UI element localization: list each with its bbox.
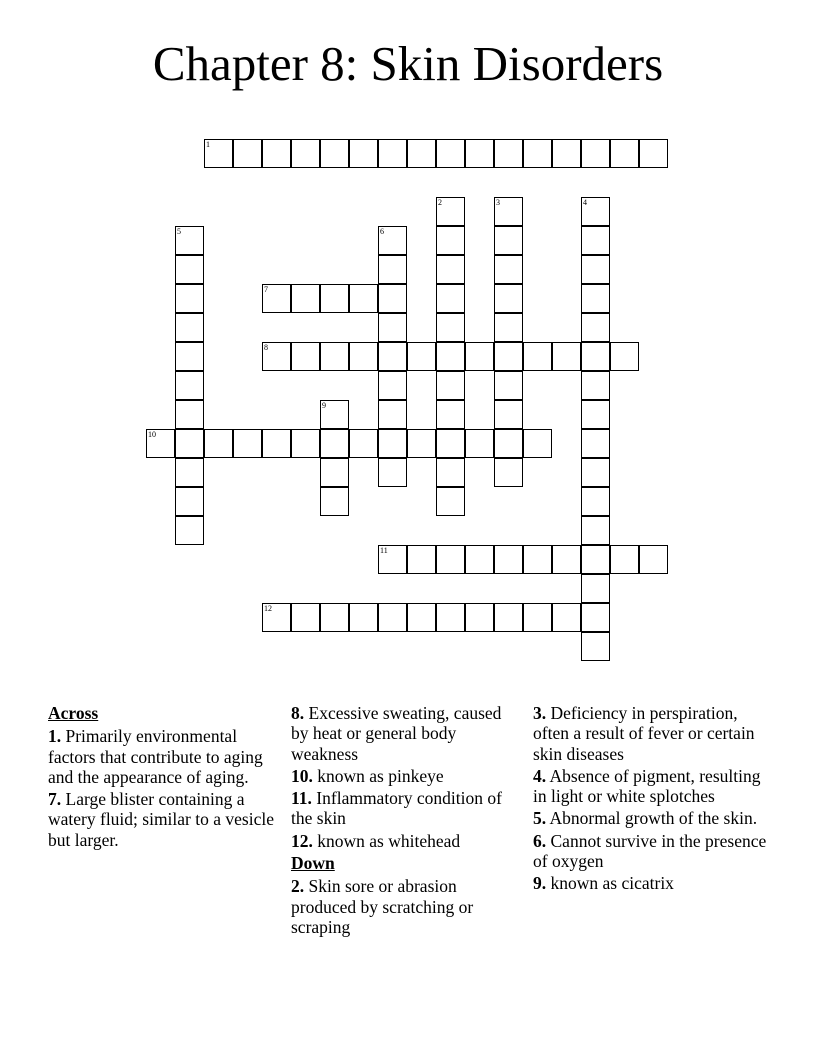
grid-cell[interactable] [610,139,639,168]
grid-cell[interactable] [436,429,465,458]
grid-cell[interactable] [494,313,523,342]
clue-down-5 [533,808,769,828]
grid-cell[interactable] [494,255,523,284]
grid-cell[interactable] [175,487,204,516]
grid-cell[interactable] [378,429,407,458]
cell-number: 6 [380,227,384,236]
clue-number: 3. [533,703,547,723]
grid-cell[interactable] [494,545,523,574]
clue-down-6 [533,831,769,872]
grid-cell[interactable] [465,603,494,632]
grid-cell[interactable] [581,284,610,313]
grid-cell[interactable] [581,139,610,168]
grid-cell[interactable] [494,458,523,487]
clue-across-7 [48,789,280,850]
grid-cell[interactable] [175,313,204,342]
grid-cell[interactable] [523,603,552,632]
grid-cell[interactable] [175,400,204,429]
grid-cell[interactable] [465,545,494,574]
clue-column-2 [291,703,523,939]
clue-text: Excessive sweating, caused by heat or general body weakness [291,703,502,764]
grid-cell[interactable] [581,429,610,458]
cell-number: 1 [206,140,210,149]
grid-cell[interactable] [436,371,465,400]
grid-cell[interactable] [436,487,465,516]
grid-cell[interactable] [610,342,639,371]
grid-cell[interactable] [378,139,407,168]
grid-cell[interactable] [407,429,436,458]
grid-cell[interactable] [378,342,407,371]
down-heading: Down [291,853,335,874]
cell-number: 3 [496,198,500,207]
grid-cell[interactable] [320,284,349,313]
grid-cell[interactable] [378,400,407,429]
clue-number: 7. [48,789,62,810]
grid-cell[interactable] [262,429,291,458]
cell-number: 11 [380,546,388,555]
grid-cell[interactable] [407,342,436,371]
grid-cell[interactable] [581,400,610,429]
grid-cell[interactable] [581,226,610,255]
grid-cell[interactable] [349,603,378,632]
grid-cell[interactable] [552,342,581,371]
grid-cell[interactable] [233,429,262,458]
cell-number: 10 [148,430,156,439]
grid-cell[interactable] [407,139,436,168]
grid-cell[interactable] [175,284,204,313]
grid-cell[interactable] [291,603,320,632]
grid-cell[interactable] [523,139,552,168]
grid-cell[interactable] [639,139,668,168]
clue-text: Abnormal growth of the skin. [549,808,758,829]
grid-cell[interactable] [552,545,581,574]
grid-cell[interactable] [523,429,552,458]
grid-cell[interactable] [320,139,349,168]
clue-column-1 [48,703,280,852]
clue-column-3 [533,703,769,896]
grid-cell[interactable] [494,284,523,313]
grid-cell[interactable] [204,429,233,458]
grid-cell[interactable] [581,603,610,632]
grid-cell[interactable] [175,371,204,400]
clue-text: Cannot survive in the presence of oxygen [533,830,767,872]
clue-number: 2. [291,876,305,897]
grid-cell[interactable] [349,139,378,168]
grid-cell[interactable] [581,545,610,574]
grid-cell[interactable] [581,574,610,603]
grid-cell[interactable] [320,429,349,458]
page-title: Chapter 8: Skin Disorders [152,36,664,91]
clue-text: Deficiency in perspiration, often a result of fever or certain skin diseases [533,703,755,764]
grid-cell[interactable] [465,139,494,168]
grid-cell[interactable] [494,139,523,168]
grid-cell[interactable] [581,487,610,516]
clue-down-2 [291,876,523,937]
clue-across-1 [48,726,280,787]
clue-text: Inflammatory condition of the skin [291,788,502,829]
grid-cell[interactable] [494,226,523,255]
grid-cell[interactable] [465,342,494,371]
grid-cell[interactable] [436,545,465,574]
grid-cell[interactable] [436,139,465,168]
grid-cell[interactable] [175,458,204,487]
clue-number: 12. [291,830,313,851]
cell-number: 8 [264,343,268,352]
grid-cell[interactable] [523,342,552,371]
clue-number: 6. [533,830,547,851]
grid-cell[interactable] [378,284,407,313]
grid-cell[interactable] [436,284,465,313]
grid-cell[interactable] [581,516,610,545]
grid-cell[interactable] [494,342,523,371]
clue-number: 5. [533,808,547,829]
clue-text: known as cicatrix [550,873,674,894]
grid-cell[interactable] [552,603,581,632]
grid-cell[interactable] [291,342,320,371]
grid-cell[interactable] [233,139,262,168]
grid-cell[interactable] [175,255,204,284]
grid-cell[interactable] [407,603,436,632]
grid-cell[interactable] [436,342,465,371]
clue-number: 1. [48,726,62,747]
grid-cell[interactable] [349,284,378,313]
grid-cell[interactable] [494,429,523,458]
grid-cell[interactable] [436,255,465,284]
grid-cell[interactable] [436,313,465,342]
grid-cell[interactable] [291,139,320,168]
grid-cell[interactable] [378,371,407,400]
clue-across-8 [291,703,523,764]
clue-down-3 [533,703,769,764]
clue-number: 8. [291,703,305,723]
clue-across-12 [291,831,523,851]
grid-cell[interactable] [175,429,204,458]
grid-cell[interactable] [407,545,436,574]
grid-cell[interactable] [378,255,407,284]
clue-number: 11. [291,788,312,809]
clue-text: known as whitehead [317,830,461,851]
clue-across-10 [291,766,523,786]
grid-cell[interactable] [465,429,494,458]
grid-cell[interactable] [581,458,610,487]
grid-cell[interactable] [378,458,407,487]
cell-number: 5 [177,227,181,236]
clue-text: Large blister containing a watery fluid; similar to a vesicle but larger. [48,789,274,850]
grid-cell[interactable] [320,603,349,632]
cell-number: 12 [264,604,272,613]
grid-cell[interactable] [436,400,465,429]
clue-down-9 [533,873,769,893]
grid-cell[interactable] [320,458,349,487]
grid-cell[interactable] [349,429,378,458]
grid-cell[interactable] [494,400,523,429]
grid-cell[interactable] [494,603,523,632]
grid-cell[interactable] [523,545,552,574]
grid-cell[interactable] [436,226,465,255]
clue-text: Absence of pigment, resulting in light or white splotches [533,765,761,807]
grid-cell[interactable] [349,342,378,371]
grid-cell[interactable] [494,371,523,400]
grid-cell[interactable] [291,284,320,313]
clue-number: 9. [533,873,547,894]
grid-cell[interactable] [291,429,320,458]
clue-text: Primarily environmental factors that contribute to aging and the appearance of aging. [48,726,263,787]
grid-cell[interactable] [175,516,204,545]
grid-cell[interactable] [378,313,407,342]
cell-number: 2 [438,198,442,207]
grid-cell[interactable] [581,255,610,284]
grid-cell[interactable] [262,139,291,168]
grid-cell[interactable] [436,603,465,632]
cell-number: 4 [583,198,587,207]
grid-cell[interactable] [175,342,204,371]
cell-number: 9 [322,401,326,410]
clue-number: 10. [291,765,313,786]
across-heading: Across [48,703,99,723]
grid-cell[interactable] [581,313,610,342]
clue-across-11 [291,788,523,829]
grid-cell[interactable] [639,545,668,574]
grid-cell[interactable] [581,342,610,371]
clue-down-4 [533,766,769,807]
grid-cell[interactable] [320,487,349,516]
grid-cell[interactable] [320,342,349,371]
cell-number: 7 [264,285,268,294]
grid-cell[interactable] [436,458,465,487]
grid-cell[interactable] [581,371,610,400]
clue-number: 4. [533,765,547,786]
grid-cell[interactable] [581,632,610,661]
clue-text: Skin sore or abrasion produced by scratching or scraping [291,876,474,937]
clue-text: known as pinkeye [317,765,444,786]
grid-cell[interactable] [610,545,639,574]
grid-cell[interactable] [378,603,407,632]
grid-cell[interactable] [552,139,581,168]
